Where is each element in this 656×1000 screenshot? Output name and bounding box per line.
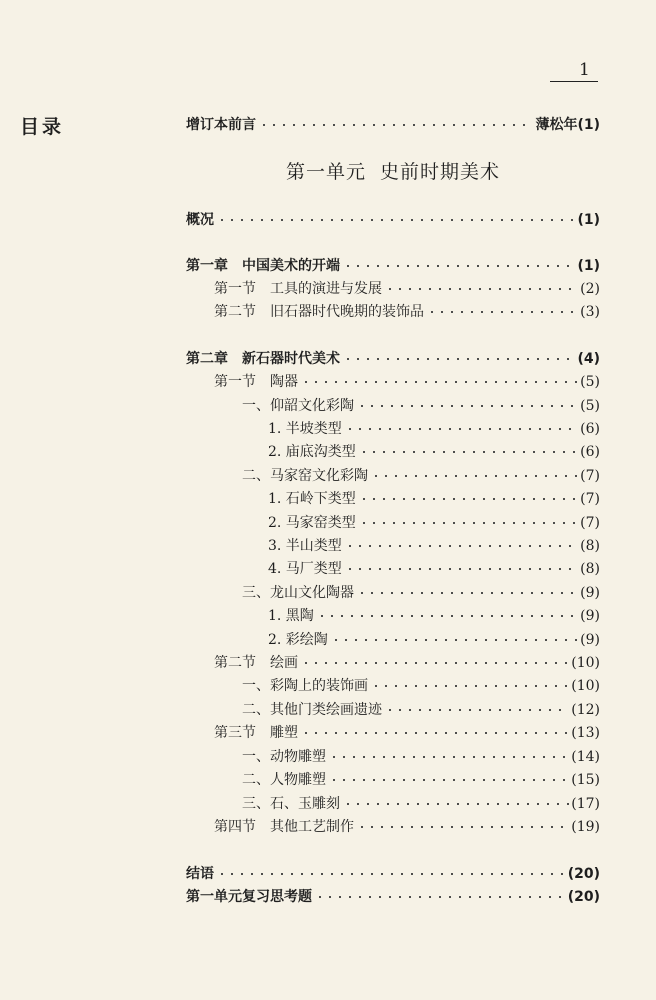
- unit-number: 第一单元: [285, 161, 366, 183]
- toc-entry-page: (6): [580, 421, 600, 437]
- toc-entry-page: (6): [580, 444, 600, 460]
- toc-entry-label: 二、其他门类绘画遗迹: [242, 702, 382, 718]
- toc-entry: [268, 603, 600, 625]
- toc-entry-page: (2): [580, 281, 600, 297]
- toc-entry: [186, 346, 600, 368]
- toc-entry-page: (3): [580, 304, 600, 320]
- toc-entry-label: 第一节 陶器: [214, 374, 298, 390]
- toc-entry: [268, 486, 600, 508]
- dot-leader: [301, 728, 569, 738]
- toc-entry-label: 1. 黑陶: [268, 608, 314, 624]
- toc-entry-label: 二、人物雕塑: [242, 772, 326, 788]
- dot-leader: [359, 518, 578, 528]
- toc-entry-page: (9): [580, 632, 600, 648]
- toc-entry-label: 一、彩陶上的装饰画: [242, 678, 368, 694]
- dot-leader: [427, 307, 578, 317]
- dot-leader: [385, 705, 569, 715]
- dot-leader: [317, 611, 578, 621]
- dot-leader: [345, 541, 578, 551]
- toc-entry-page: (20): [567, 889, 600, 905]
- toc-entry-page: (5): [580, 398, 600, 414]
- dot-leader: [359, 494, 578, 504]
- toc-entry-label: 第二章 新石器时代美术: [186, 351, 340, 367]
- toc-entry-label: 二、马家窑文化彩陶: [242, 468, 368, 484]
- toc-entry-label: 第一单元复习思考题: [186, 889, 312, 905]
- toc-entry-page: (9): [580, 608, 600, 624]
- toc-entry-label: 第二节 绘画: [214, 655, 298, 671]
- toc-entry-label: 概况: [186, 212, 214, 228]
- dot-leader: [385, 284, 578, 294]
- toc-entry: [242, 580, 600, 602]
- toc-entry-label: 第二节 旧石器时代晚期的装饰品: [214, 304, 424, 320]
- toc-entry-label: 4. 马厂类型: [268, 561, 342, 577]
- toc-entry: [268, 627, 600, 649]
- dot-leader: [301, 658, 569, 668]
- dot-leader: [359, 447, 578, 457]
- toc-entry-label: 结语: [186, 866, 214, 882]
- toc-entry-label: 2. 马家窑类型: [268, 515, 356, 531]
- toc-entry: [268, 416, 600, 438]
- toc-entry-page: (1): [577, 258, 600, 274]
- toc-entry: [242, 744, 600, 766]
- dot-leader: [259, 120, 533, 130]
- toc-entry: [214, 299, 600, 321]
- dot-leader: [357, 401, 578, 411]
- dot-leader: [331, 635, 578, 645]
- dot-leader: [329, 752, 569, 762]
- dot-leader: [357, 588, 578, 598]
- toc-entry: [214, 650, 600, 672]
- toc-entry-label: 增订本前言: [186, 117, 256, 133]
- toc-entry: [242, 463, 600, 485]
- toc-entry-page: (9): [580, 585, 600, 601]
- toc-entry-label: 2. 彩绘陶: [268, 632, 328, 648]
- toc-entry: [242, 697, 600, 719]
- toc-entry: [214, 369, 600, 391]
- dot-leader: [371, 681, 569, 691]
- dot-leader: [315, 892, 566, 902]
- toc-entry-label: 三、石、玉雕刻: [242, 796, 340, 812]
- toc-entry-label: 第一节 工具的演进与发展: [214, 281, 382, 297]
- dot-leader: [345, 424, 578, 434]
- toc-entry-label: 第三节 雕塑: [214, 725, 298, 741]
- toc-entry-page: (7): [580, 515, 600, 531]
- toc-entry: [268, 439, 600, 461]
- toc-entry-page: (5): [580, 374, 600, 390]
- toc-entry: [186, 884, 600, 906]
- toc-entry-label: 一、动物雕塑: [242, 749, 326, 765]
- toc-entry-label: 三、龙山文化陶器: [242, 585, 354, 601]
- unit-title: [0, 157, 656, 184]
- toc-entry-label: 3. 半山类型: [268, 538, 342, 554]
- dot-leader: [345, 564, 578, 574]
- toc-entry-page: (20): [567, 866, 600, 882]
- toc-entry-page: (14): [571, 749, 600, 765]
- toc-entry-preface: [186, 112, 600, 134]
- dot-leader: [329, 775, 569, 785]
- toc-entry: [186, 861, 600, 883]
- toc-entry: [268, 556, 600, 578]
- dot-leader: [217, 869, 566, 879]
- toc-entry-page: (4): [577, 351, 600, 367]
- toc-entry-label: 1. 石岭下类型: [268, 491, 356, 507]
- toc-entry-label: 一、仰韶文化彩陶: [242, 398, 354, 414]
- toc-entry: [242, 393, 600, 415]
- toc-entry-page: (19): [571, 819, 600, 835]
- toc-entry-page: (12): [571, 702, 600, 718]
- toc-entry-label: 第一章 中国美术的开端: [186, 258, 340, 274]
- toc-entry: [214, 814, 600, 836]
- toc-entry-page: 薄松年(1): [535, 117, 600, 133]
- toc-entry-label: 第四节 其他工艺制作: [214, 819, 354, 835]
- toc-entry-page: (1): [577, 212, 600, 228]
- toc-entry-page: (17): [571, 796, 600, 812]
- toc-entry-label: 2. 庙底沟类型: [268, 444, 356, 460]
- toc-entry-page: (13): [571, 725, 600, 741]
- toc-entry-page: (7): [580, 491, 600, 507]
- toc-entry: [214, 276, 600, 298]
- dot-leader: [217, 215, 575, 225]
- dot-leader: [343, 354, 575, 364]
- toc-entry: [268, 533, 600, 555]
- toc-entry: [186, 253, 600, 275]
- toc-heading: 目录: [20, 116, 65, 138]
- toc-entry-page: (10): [571, 655, 600, 671]
- toc-entry-label: 1. 半坡类型: [268, 421, 342, 437]
- page-number: 1: [579, 60, 590, 80]
- toc-entry: [268, 510, 600, 532]
- toc-entry-page: (8): [580, 561, 600, 577]
- toc-entry: [242, 791, 600, 813]
- dot-leader: [343, 261, 575, 271]
- dot-leader: [301, 377, 578, 387]
- header-rule: [550, 81, 598, 82]
- toc-entry-page: (15): [571, 772, 600, 788]
- toc-entry-page: (7): [580, 468, 600, 484]
- toc-entry-page: (8): [580, 538, 600, 554]
- dot-leader: [343, 799, 569, 809]
- toc-entry: [214, 720, 600, 742]
- dot-leader: [357, 822, 569, 832]
- dot-leader: [371, 471, 578, 481]
- toc-entry-page: (10): [571, 678, 600, 694]
- toc-entry: [186, 207, 600, 229]
- toc-entry: [242, 767, 600, 789]
- unit-name: 史前时期美术: [380, 161, 501, 183]
- toc-entry: [242, 673, 600, 695]
